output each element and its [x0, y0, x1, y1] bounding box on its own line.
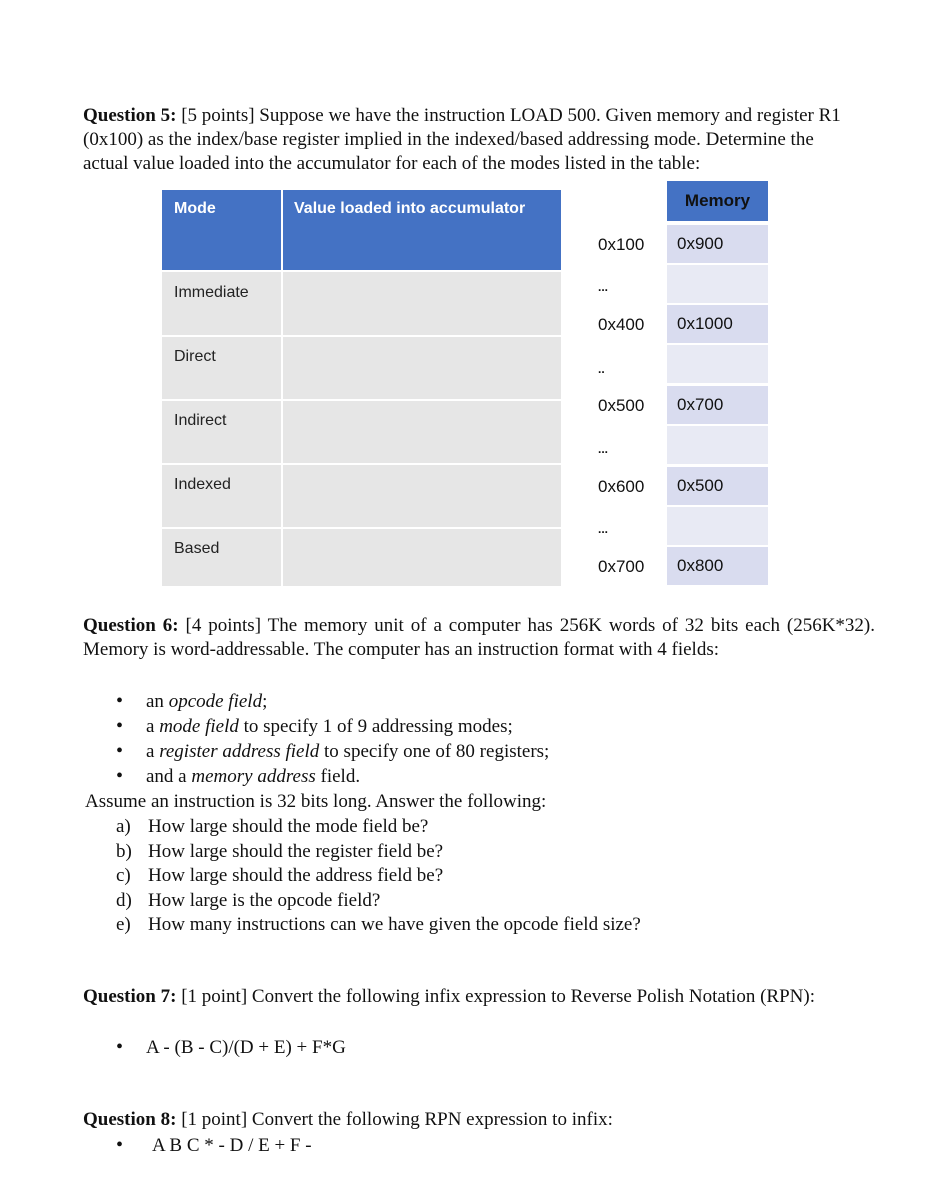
list-item-text: ; — [262, 691, 268, 712]
list-item-text: field. — [315, 766, 361, 787]
table-divider — [162, 335, 561, 337]
question-7-expression-list — [116, 1035, 816, 1060]
question-7-text: [1 point] Convert the following infix expression to Reverse Polish Notation (RPN): — [181, 986, 815, 1007]
memory-address-ellipsis: ... — [598, 442, 609, 456]
list-item — [116, 815, 816, 840]
list-item — [116, 840, 816, 865]
memory-header: Memory — [667, 181, 768, 221]
question-7-title: Question 7: — [83, 986, 177, 1007]
list-item-label: a) — [116, 816, 131, 837]
table-header-mode: Mode — [162, 190, 282, 270]
table-divider — [162, 527, 561, 529]
question-6-field-list — [116, 689, 816, 789]
question-5-text: [5 points] Suppose we have the instruction LOAD 500. Given memory and register R1 (0x100) as the index/base register implied in the indexed/based addressing mode. Determine the actual value loaded into the accumulator for each of the modes listed in the table: — [83, 105, 841, 174]
memory-value — [667, 265, 768, 303]
list-item — [116, 689, 816, 714]
question-6-text: [4 points] The memory unit of a computer has 256K words of 32 bits each (256K*32). Memory is word-addressable. The computer has an instruction format with 4 fields: — [83, 615, 876, 660]
table-divider — [162, 270, 561, 272]
list-item-label: b) — [116, 840, 132, 862]
memory-value — [667, 345, 768, 383]
memory-value: 0x900 — [667, 225, 768, 263]
memory-value: 0x800 — [667, 547, 768, 585]
infix-expression: A - (B - C)/(D + E) + F*G — [146, 1037, 346, 1058]
list-item — [116, 739, 816, 764]
table-mode-based: Based — [162, 528, 282, 586]
question-7 — [83, 985, 875, 1009]
list-item-text: How many instructions can we have given the opcode field size? — [148, 914, 641, 935]
list-item-emphasis: mode field — [159, 716, 239, 737]
table-mode-indexed: Indexed — [162, 464, 282, 528]
list-item-text: a — [146, 716, 160, 737]
list-item-text: to specify one of 80 registers; — [319, 741, 550, 762]
question-8-expression-list — [116, 1133, 816, 1158]
question-6-assume: Assume an instruction is 32 bits long. Answer the following: — [85, 791, 547, 812]
list-item-text: How large is the opcode field? — [148, 889, 381, 911]
list-item-text: an — [146, 691, 169, 712]
list-item — [116, 864, 816, 889]
list-item — [116, 913, 816, 938]
memory-address: 0x400 — [598, 315, 645, 334]
list-item — [116, 889, 816, 914]
table-value-indexed — [282, 464, 561, 528]
list-item — [116, 1133, 816, 1158]
question-8 — [83, 1108, 875, 1132]
table-header-value: Value loaded into accumulator — [282, 190, 561, 270]
table-mode-immediate: Immediate — [162, 272, 282, 336]
rpn-expression: A B C * - D / E + F - — [152, 1135, 312, 1156]
memory-value — [667, 507, 768, 545]
table-value-direct — [282, 336, 561, 400]
list-item-text: to specify 1 of 9 addressing modes; — [238, 716, 513, 737]
list-item-emphasis: register address field — [159, 741, 320, 762]
question-8-title: Question 8: — [83, 1109, 177, 1130]
question-5-title: Question 5: — [83, 105, 177, 126]
list-item-text: How large should the address field be? — [148, 865, 444, 886]
list-item-label: c) — [116, 865, 131, 886]
list-item — [116, 764, 816, 789]
table-divider — [162, 463, 561, 465]
memory-value: 0x1000 — [667, 305, 768, 343]
question-6 — [83, 614, 875, 662]
list-item — [116, 1035, 816, 1060]
memory-value — [667, 426, 768, 464]
table-mode-direct: Direct — [162, 336, 282, 400]
memory-address: 0x700 — [598, 557, 645, 576]
question-6-sub-questions — [116, 815, 816, 938]
question-8-text: [1 point] Convert the following RPN expression to infix: — [181, 1109, 613, 1130]
list-item-text: How large should the mode field be? — [148, 816, 429, 837]
memory-address-ellipsis: ... — [598, 522, 609, 536]
question-6-title: Question 6: — [83, 615, 179, 636]
table-value-immediate — [282, 272, 561, 336]
table-value-based — [282, 528, 561, 586]
memory-value: 0x500 — [667, 467, 768, 505]
list-item-label: d) — [116, 889, 132, 911]
list-item-emphasis: opcode field — [168, 691, 263, 712]
memory-address-ellipsis: ... — [598, 280, 609, 294]
question-5 — [83, 104, 863, 176]
list-item-text: How large should the register field be? — [148, 840, 444, 862]
table-divider — [162, 399, 561, 401]
list-item-label: e) — [116, 914, 131, 935]
memory-address: 0x100 — [598, 235, 645, 254]
table-value-indirect — [282, 400, 561, 464]
table-mode-indirect: Indirect — [162, 400, 282, 464]
memory-address: 0x500 — [598, 396, 645, 415]
list-item-emphasis: memory address — [191, 766, 316, 787]
memory-address: 0x600 — [598, 477, 645, 496]
list-item — [116, 714, 816, 739]
list-item-text: and a — [146, 766, 192, 787]
memory-value: 0x700 — [667, 386, 768, 424]
memory-address-ellipsis: .. — [598, 362, 605, 376]
list-item-text: a — [146, 741, 160, 762]
